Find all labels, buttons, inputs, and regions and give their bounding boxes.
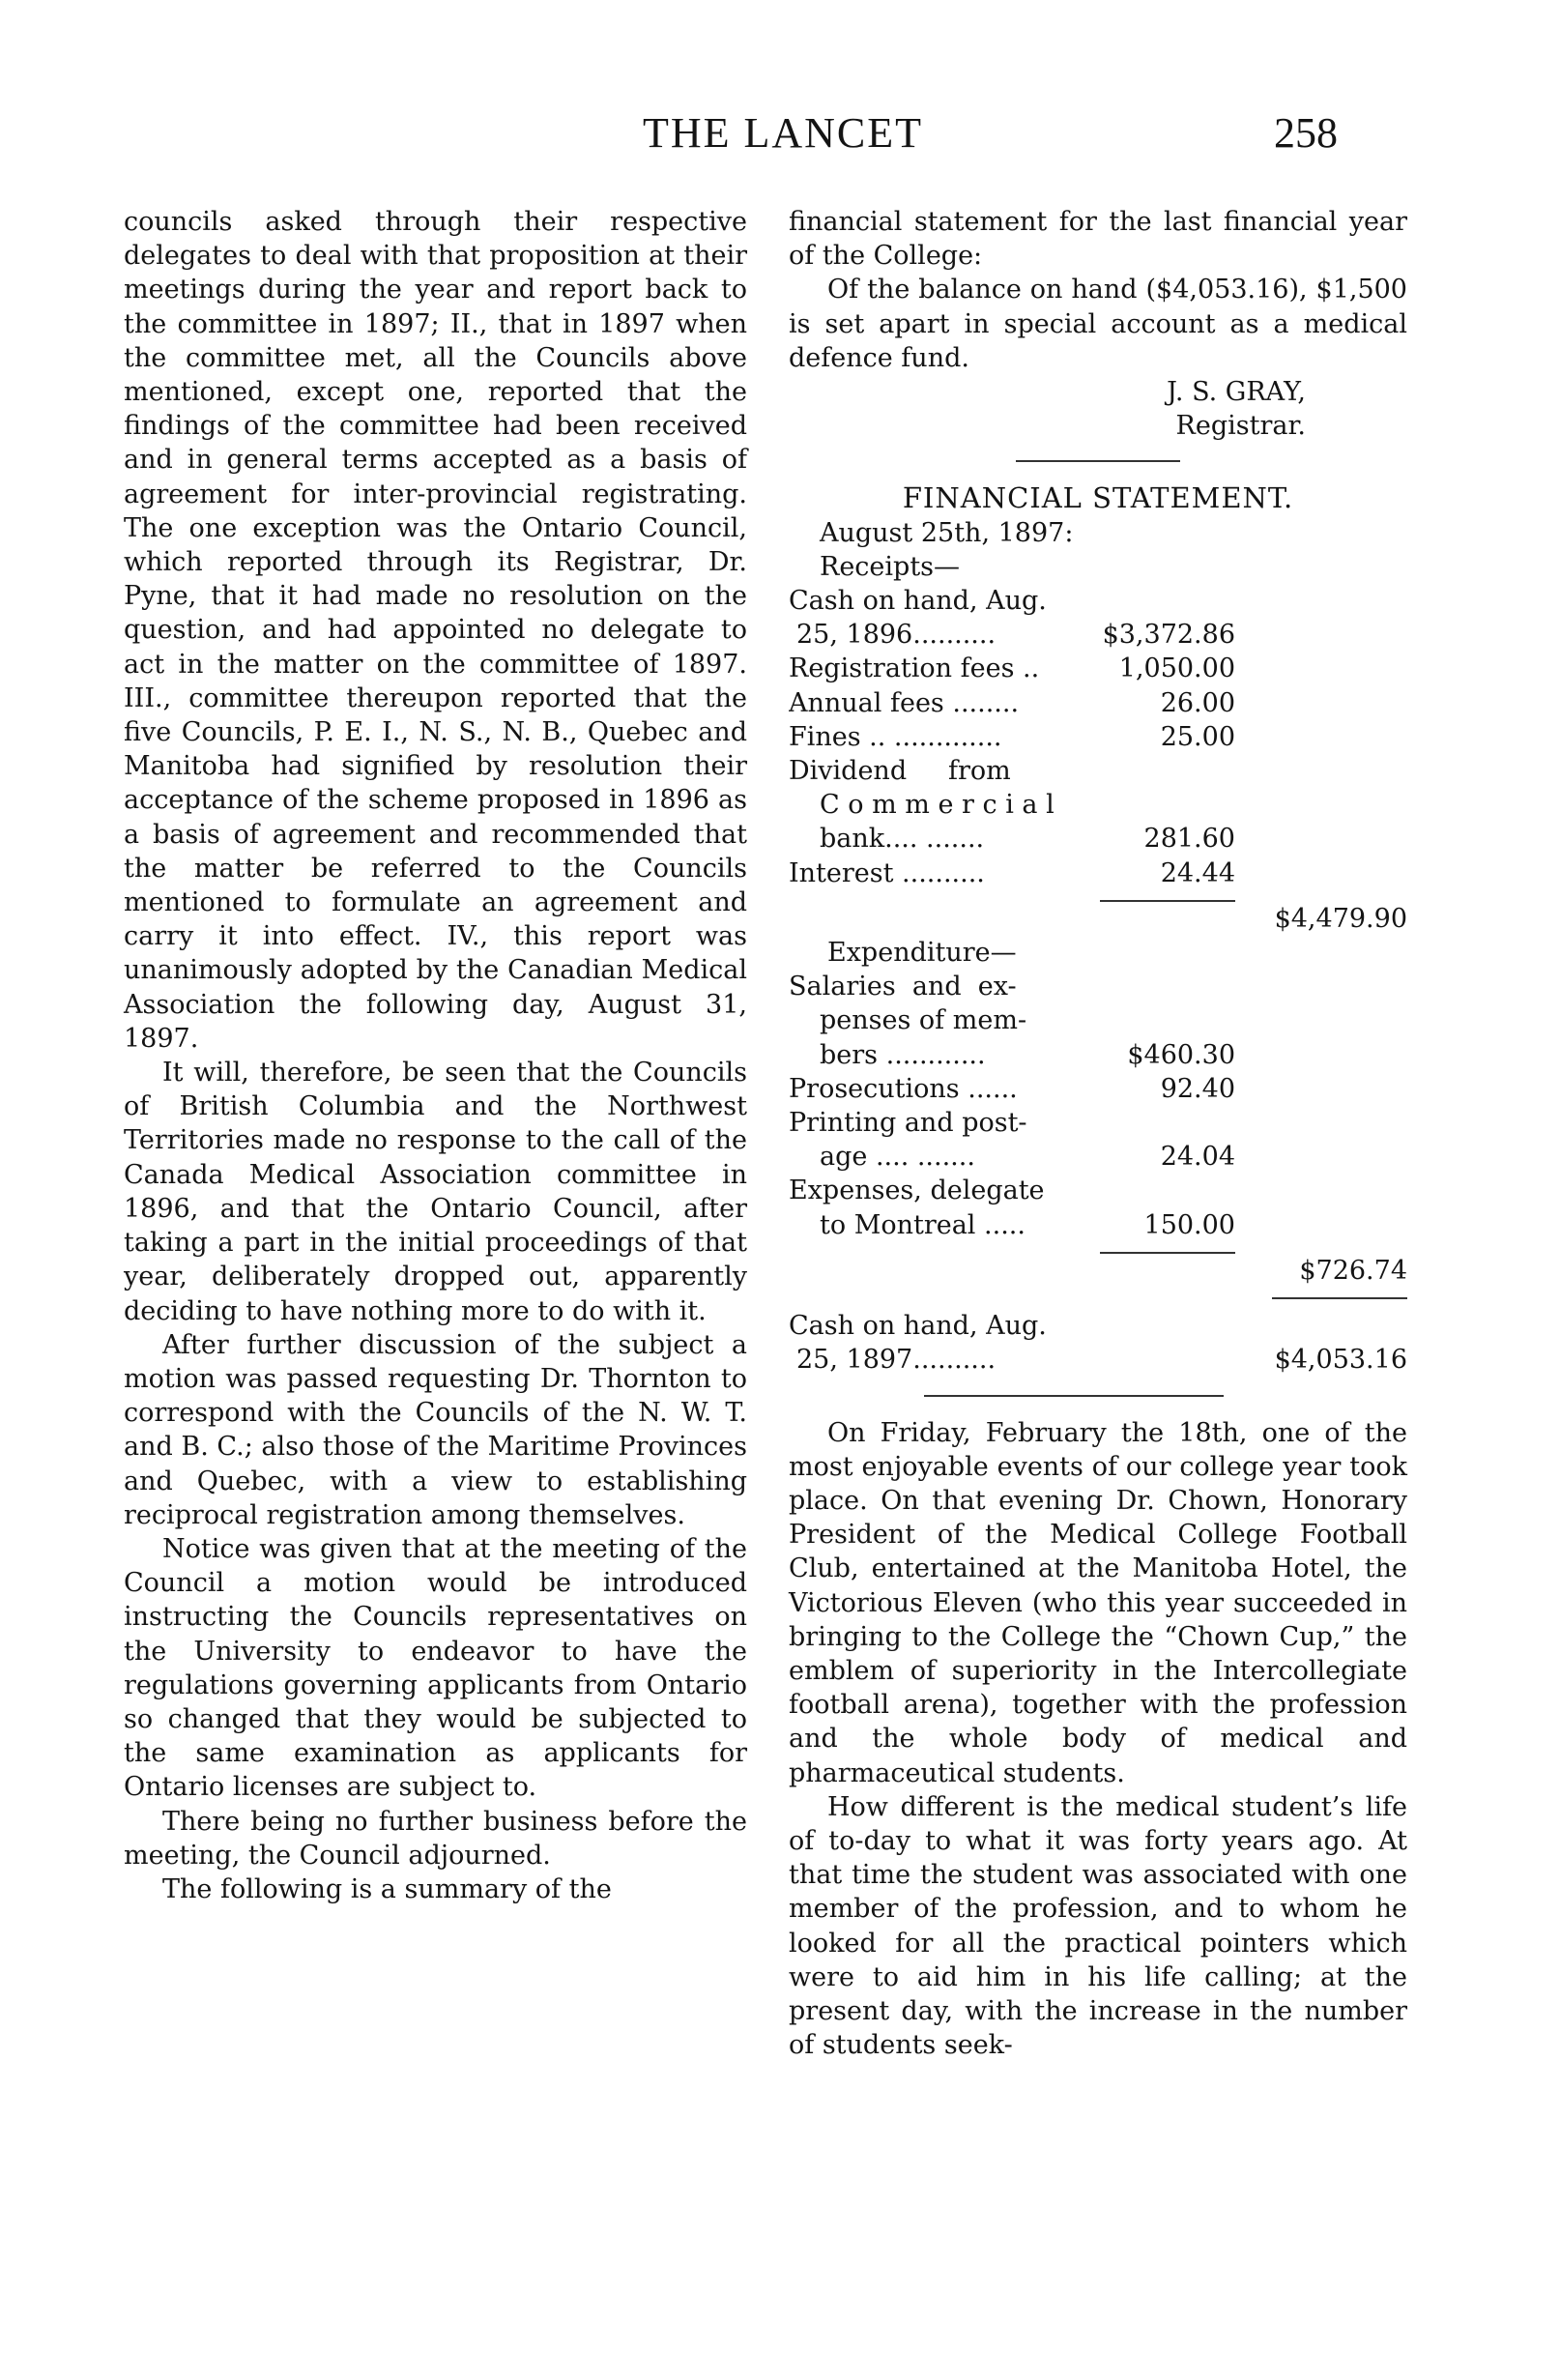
statement-date: August 25th, 1897:: [820, 517, 1074, 548]
row-label: Interest ..........: [789, 857, 985, 888]
table-row: [789, 584, 1235, 618]
row-label: 25, 1896..........: [796, 620, 997, 651]
row-label: Cash on hand, Aug.: [789, 586, 1047, 617]
row-amount: [1090, 584, 1235, 618]
row-amount: 92.40: [1160, 1073, 1235, 1104]
row-amount: 25.00: [1160, 721, 1235, 752]
signature-title: Registrar.: [1175, 411, 1306, 442]
paragraph: On Friday, February the 18th, one of the most enjoyable events of our college year took place. On that evening Dr. Chown, Honorary President of the Medical College Football Club, entertained at the Manitoba Hotel, the Victorious Eleven (who this year succeeded in bringing to the College the “Chown Cup,” the emblem of superiority in the Intercollegiate football arena), together with the profession and the whole body of medical and pharmaceutical students.: [789, 1417, 1407, 1788]
paragraph: There being no further business before the meeting, the Council adjourned.: [124, 1806, 747, 1871]
table-row: [789, 720, 1235, 754]
table-row: [789, 1174, 1235, 1207]
table-row: [789, 1072, 1235, 1106]
row-amount: 281.60: [1143, 824, 1235, 855]
closing-balance: [789, 1309, 1407, 1377]
divider: [924, 1395, 1224, 1397]
row-amount: [1090, 1003, 1235, 1037]
receipts-heading: Receipts—: [820, 551, 961, 582]
row-amount: [1090, 970, 1235, 1003]
table-row: [789, 1038, 1235, 1072]
row-label: Annual fees ........: [789, 687, 1020, 718]
closing-label: 25, 1897..........: [796, 1345, 997, 1376]
table-row: [789, 788, 1235, 822]
table-row: [789, 618, 1235, 652]
table-row: [789, 822, 1235, 856]
paragraph: councils asked through their respective delegates to deal with that proposition at their meetings during the year and report back to the committee in 1897; II., that in 1897 when the committee met, all the Councils above mentioned, except one, reported that the findings of the committee had been received and in general terms accepted as a basis of agreement for inter-provincial registrating. The one exception was the Ontario Council, which reported through its Registrar, Dr. Pyne, that it had made no resolution on the question, and had appointed no delegate to act in the matter on the committee of 1897. III., committee thereupon reported that the five Councils, P. E. I., N. S., N. B., Quebec and Manitoba had signified by resolution their acceptance of the scheme proposed in 1896 as a basis of agreement and recommended that the matter be referred to the Councils mentioned to formulate an agreement and carry it into effect. IV., this report was unanimously adopted by the Canadian Medical Association the following day, August 31, 1897.: [124, 207, 747, 1054]
row-label: bank.... .......: [820, 824, 985, 855]
left-column: [124, 205, 747, 1906]
table-row: [789, 1309, 1407, 1343]
signature-name: J. S. GRAY,: [1167, 377, 1306, 408]
row-label: to Montreal .....: [820, 1209, 1026, 1240]
table-row: [789, 856, 1235, 890]
receipts-total: $4,479.90: [1274, 903, 1407, 934]
table-row: [789, 754, 1235, 788]
row-label: Expenses, delegate: [789, 1175, 1045, 1206]
paragraph: How different is the medical student’s life of to-day to what it was forty years ago. At that time the student was associated with one member of the profession, and to whom he looked for all the practical pointers which were to aid him in his life calling; at the present day, with the increase in the number of students seek-: [789, 1791, 1407, 2061]
paragraph: The following is a summary of the: [162, 1873, 612, 1904]
paragraph: It will, therefore, be seen that the Councils of British Columbia and the Northwest Territories made no response to the call of the Canada Medical Association committee in 1896, and that the Ontario Council, after taking a part in the initial proceedings of that year, deliberately dropped out, apparently deciding to have nothing more to do with it.: [124, 1058, 747, 1326]
paragraph: After further discussion of the subject a motion was passed requesting Dr. Thornton to correspond with the Councils of the N. W. T. and B. C.; also those of the Maritime Provinces and Quebec, with a view to establishing reciprocal registration among themselves.: [124, 1329, 747, 1530]
closing-amount: $4,053.16: [1274, 1345, 1407, 1376]
paragraph: Of the balance on hand ($4,053.16), $1,500 is set apart in special account as a medical defence fund.: [789, 275, 1407, 373]
row-label: Salaries and ex-: [789, 972, 1017, 1002]
row-amount: $3,372.86: [1102, 620, 1235, 651]
table-row: [789, 1140, 1235, 1174]
row-label: Fines .. .............: [789, 721, 1002, 752]
table-row: [789, 1208, 1235, 1242]
paragraph: Notice was given that at the meeting of the Council a motion would be introduced instructing the Councils representatives on the University to endeavor to have the regulations governing applicants from Ontario so changed that they would be subjected to the same examination as applicants for Ontario licenses are subject to.: [124, 1533, 747, 1803]
row-label: age .... .......: [820, 1142, 975, 1173]
expenditure-table: [789, 970, 1407, 1242]
page-header: [0, 108, 1560, 166]
receipts-table: [789, 584, 1407, 890]
spacer: [789, 1299, 1407, 1309]
table-row: [789, 1003, 1235, 1037]
row-label: Prosecutions ......: [789, 1073, 1018, 1104]
row-amount: $460.30: [1127, 1039, 1235, 1070]
row-label: C o m m e r c i a l: [820, 790, 1054, 821]
expenditure-heading: Expenditure—: [827, 938, 1017, 969]
row-amount: 150.00: [1143, 1209, 1235, 1240]
paragraph: financial statement for the last financial year of the College:: [789, 207, 1407, 272]
row-label: penses of mem-: [820, 1005, 1027, 1036]
table-row: [789, 652, 1235, 685]
row-amount: [1090, 754, 1235, 788]
row-amount: [1090, 788, 1235, 822]
table-row: [789, 1106, 1235, 1140]
row-amount: 24.44: [1160, 857, 1235, 888]
running-title: THE LANCET: [642, 109, 924, 157]
row-label: bers ............: [820, 1039, 986, 1070]
financial-statement-title: FINANCIAL STATEMENT.: [902, 481, 1294, 515]
table-row: [789, 970, 1235, 1003]
row-amount: 1,050.00: [1118, 653, 1235, 684]
row-amount: 24.04: [1160, 1142, 1235, 1173]
row-label: Dividend from: [789, 756, 1011, 787]
row-label: Printing and post-: [789, 1108, 1027, 1139]
closing-label: Cash on hand, Aug.: [789, 1311, 1047, 1342]
right-column: [789, 205, 1407, 2062]
expenditure-total: $726.74: [1299, 1255, 1407, 1286]
row-label: Registration fees ..: [789, 653, 1040, 684]
row-amount: [1090, 1106, 1235, 1140]
divider: [1016, 460, 1180, 462]
row-amount: [1090, 1174, 1235, 1207]
table-row: [789, 1343, 1407, 1377]
row-amount: 26.00: [1160, 687, 1235, 718]
table-row: [789, 686, 1235, 720]
page-number: 258: [1274, 109, 1338, 157]
